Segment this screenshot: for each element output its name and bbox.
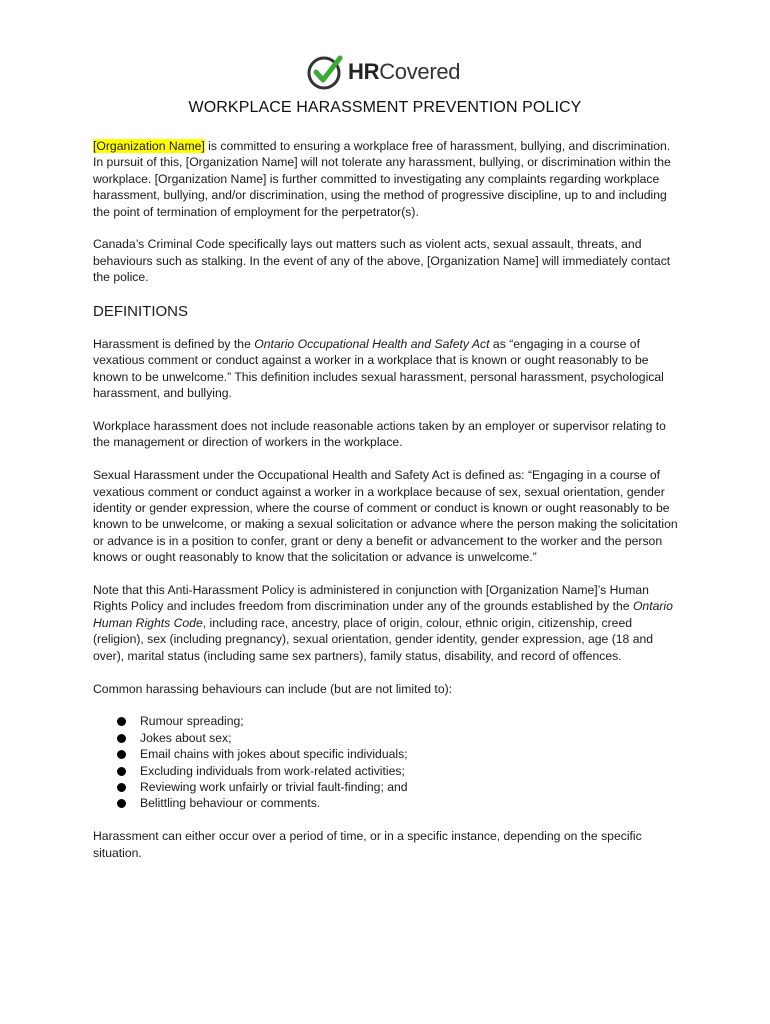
bullet-icon	[117, 734, 126, 743]
behaviours-list	[93, 713, 683, 811]
definitions-heading: DEFINITIONS	[93, 303, 189, 321]
common-behaviours-intro: Common harassing behaviours can include (but are not limited to):	[93, 681, 453, 696]
bullet-icon	[117, 717, 126, 726]
criminal-code-paragraph: Canada’s Criminal Code specifically lays out matters such as violent acts, sexual assault, threats, and behaviours such as stalking. In the event of any of the above, [Organization Name] will immediately contact the police.	[93, 237, 671, 285]
list-item: Reviewing work unfairly or trivial fault-finding; and	[117, 779, 683, 795]
list-item: Jokes about sex;	[117, 730, 683, 746]
human-rights-note-paragraph: Note that this Anti-Harassment Policy is administered in conjunction with [Organization Name]’s Human Rights Policy and includes freedom from discrimination under any of the grounds established by the Ontario Human Rights Code, including race, ancestry, place of origin, colour, ethnic origin, citizenship, creed (religion), sex (including pregnancy), sexual orientation, gender identity, gender expression, age (18 and over), marital status (including same sex partners), family status, disability, and record of offences.	[93, 583, 673, 663]
sexual-harassment-paragraph: Sexual Harassment under the Occupational Health and Safety Act is defined as: “Engaging in a course of vexatious comment or conduct against a worker in a workplace because of sex, sexual orientation, gender identity or gender expression, where the course of comment or conduct is known or ought reasonably to be known to be unwelcome, or making a sexual solicitation or advance where the person making the solicitation or advance is in a position to confer, grant or deny a benefit or advancement to the worker and the person knows or ought reasonably to know that the solicitation or advance is unwelcome.”	[93, 468, 678, 565]
closing-paragraph: Harassment can either occur over a period of time, or in a specific instance, depending on the specific situation.	[93, 829, 642, 860]
not-include-paragraph: Workplace harassment does not include reasonable actions taken by an employer or supervisor relating to the management or direction of workers in the workplace.	[93, 419, 666, 450]
intro-paragraph: [Organization Name] is committed to ensuring a workplace free of harassment, bullying, and discrimination. In pursuit of this, [Organization Name] will not tolerate any harassment, bullying, or discrimination within the workplace. [Organization Name] is further committed to investigating any complaints regarding workplace harassment, bullying, and/or discrimination, using the method of progressive discipline, up to and including the point of termination of employment for the perpetrator(s).	[93, 139, 671, 219]
bullet-icon	[117, 750, 126, 759]
bullet-icon	[117, 767, 126, 776]
brand-name: HRCovered	[348, 59, 461, 84]
list-item: Excluding individuals from work-related activities;	[117, 763, 683, 779]
document-title: WORKPLACE HARASSMENT PREVENTION POLICY	[188, 99, 582, 116]
organization-name-placeholder: [Organization Name]	[93, 139, 205, 153]
list-item: Email chains with jokes about specific individuals;	[117, 746, 683, 762]
document-body	[93, 138, 683, 877]
bullet-icon	[117, 799, 126, 808]
list-item: Belittling behaviour or comments.	[117, 795, 683, 811]
check-circle-icon	[306, 53, 344, 91]
bullet-icon	[117, 783, 126, 792]
act-name: Ontario Occupational Health and Safety Act	[254, 337, 490, 352]
harassment-definition-paragraph: Harassment is defined by the Ontario Occupational Health and Safety Act as “engaging in a course of vexatious comment or conduct against a worker in a workplace that is known or ought reasonably to be known to be unwelcome.” This definition includes sexual harassment, personal harassment, psychological harassment, and bullying.	[93, 337, 664, 401]
brand-logo	[306, 53, 460, 91]
list-item: Rumour spreading;	[117, 713, 683, 729]
code-name: Ontario Human Rights Code	[93, 599, 673, 630]
